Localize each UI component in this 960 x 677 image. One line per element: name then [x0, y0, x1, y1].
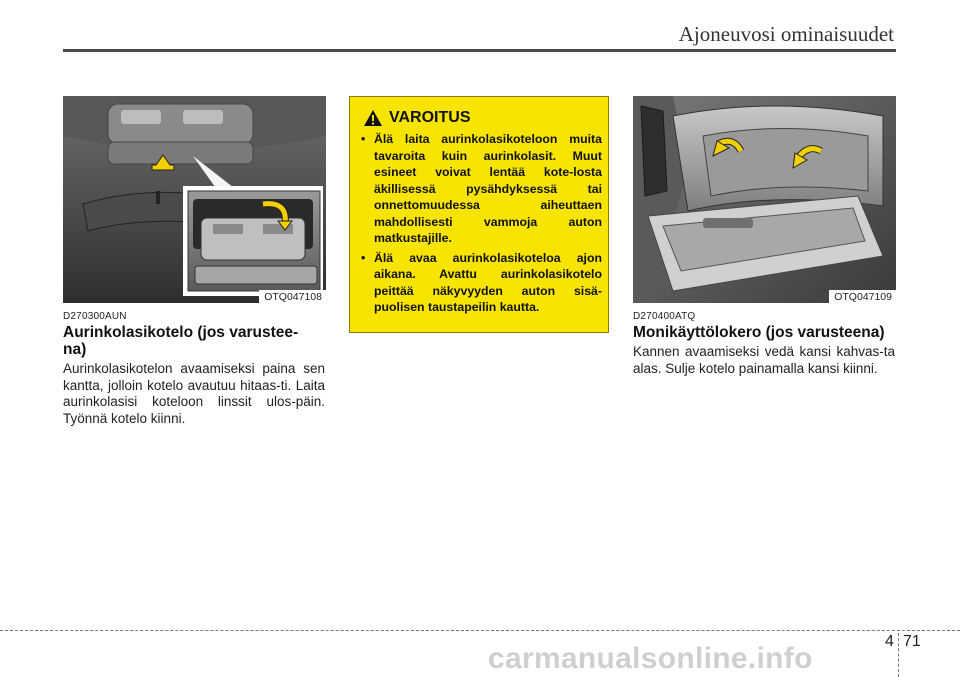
- section-code-left: D270300AUN: [63, 311, 127, 322]
- storage-compartment-illustration: [633, 96, 896, 303]
- section-code-right: D270400ATQ: [633, 311, 696, 322]
- warning-box: [349, 96, 609, 333]
- watermark: carmanualsonline.info: [488, 642, 813, 675]
- page-number: 71: [903, 633, 921, 650]
- warning-bullet: •: [361, 132, 366, 146]
- sunglass-holder-illustration: [63, 96, 326, 303]
- page-header-title: Ajoneuvosi ominaisuudet: [678, 22, 894, 46]
- header-rule: [63, 49, 896, 52]
- chapter-number: 4: [885, 633, 894, 650]
- section-body-right: Kannen avaamiseksi vedä kansi kahvas-ta alas. Sulje kotelo painamalla kansi kiinni.: [633, 344, 895, 376]
- footer-divider: [898, 633, 899, 677]
- warning-title: VAROITUS: [389, 109, 471, 126]
- warning-bullet: •: [361, 250, 366, 265]
- storage-compartment-photo: [633, 96, 896, 303]
- warning-item-text: Älä avaa aurinkolasikoteloa ajon aikana. Avattu aurinkolasikotelo peittää näkyvyyden auton sisä-puolisen taustapeilin kautta.: [374, 250, 602, 314]
- photo-code-left: OTQ047108: [259, 290, 326, 303]
- warning-triangle-icon: [363, 109, 383, 127]
- photo-code-right: OTQ047109: [829, 290, 896, 303]
- footer-rule: [0, 630, 960, 631]
- warning-item-text: Älä laita aurinkolasikoteloon muita tavaroita kuin aurinkolasit. Muut esineet voivat lentää kote-losta äkillisessä pysähdyksessä tai onnettomuudessa aiheuttaen mahdollisesti vammoja auton matkustajille.: [374, 132, 602, 245]
- warning-item: [358, 250, 602, 316]
- warning-item: [358, 131, 602, 247]
- warning-heading: [363, 109, 470, 127]
- section-title-left: Aurinkolasikotelo (jos varustee- na): [63, 324, 299, 358]
- warning-list: [358, 131, 602, 319]
- section-title-right: Monikäyttölokero (jos varusteena): [633, 324, 885, 341]
- sunglass-holder-photo: [63, 96, 326, 303]
- section-body-left: Aurinkolasikotelon avaamiseksi paina sen kantta, jolloin kotelo avautuu hitaas-ti. Laita aurinkolasisi koteloon linssit ulos-päin. Työnnä kotelo kiinni.: [63, 361, 325, 426]
